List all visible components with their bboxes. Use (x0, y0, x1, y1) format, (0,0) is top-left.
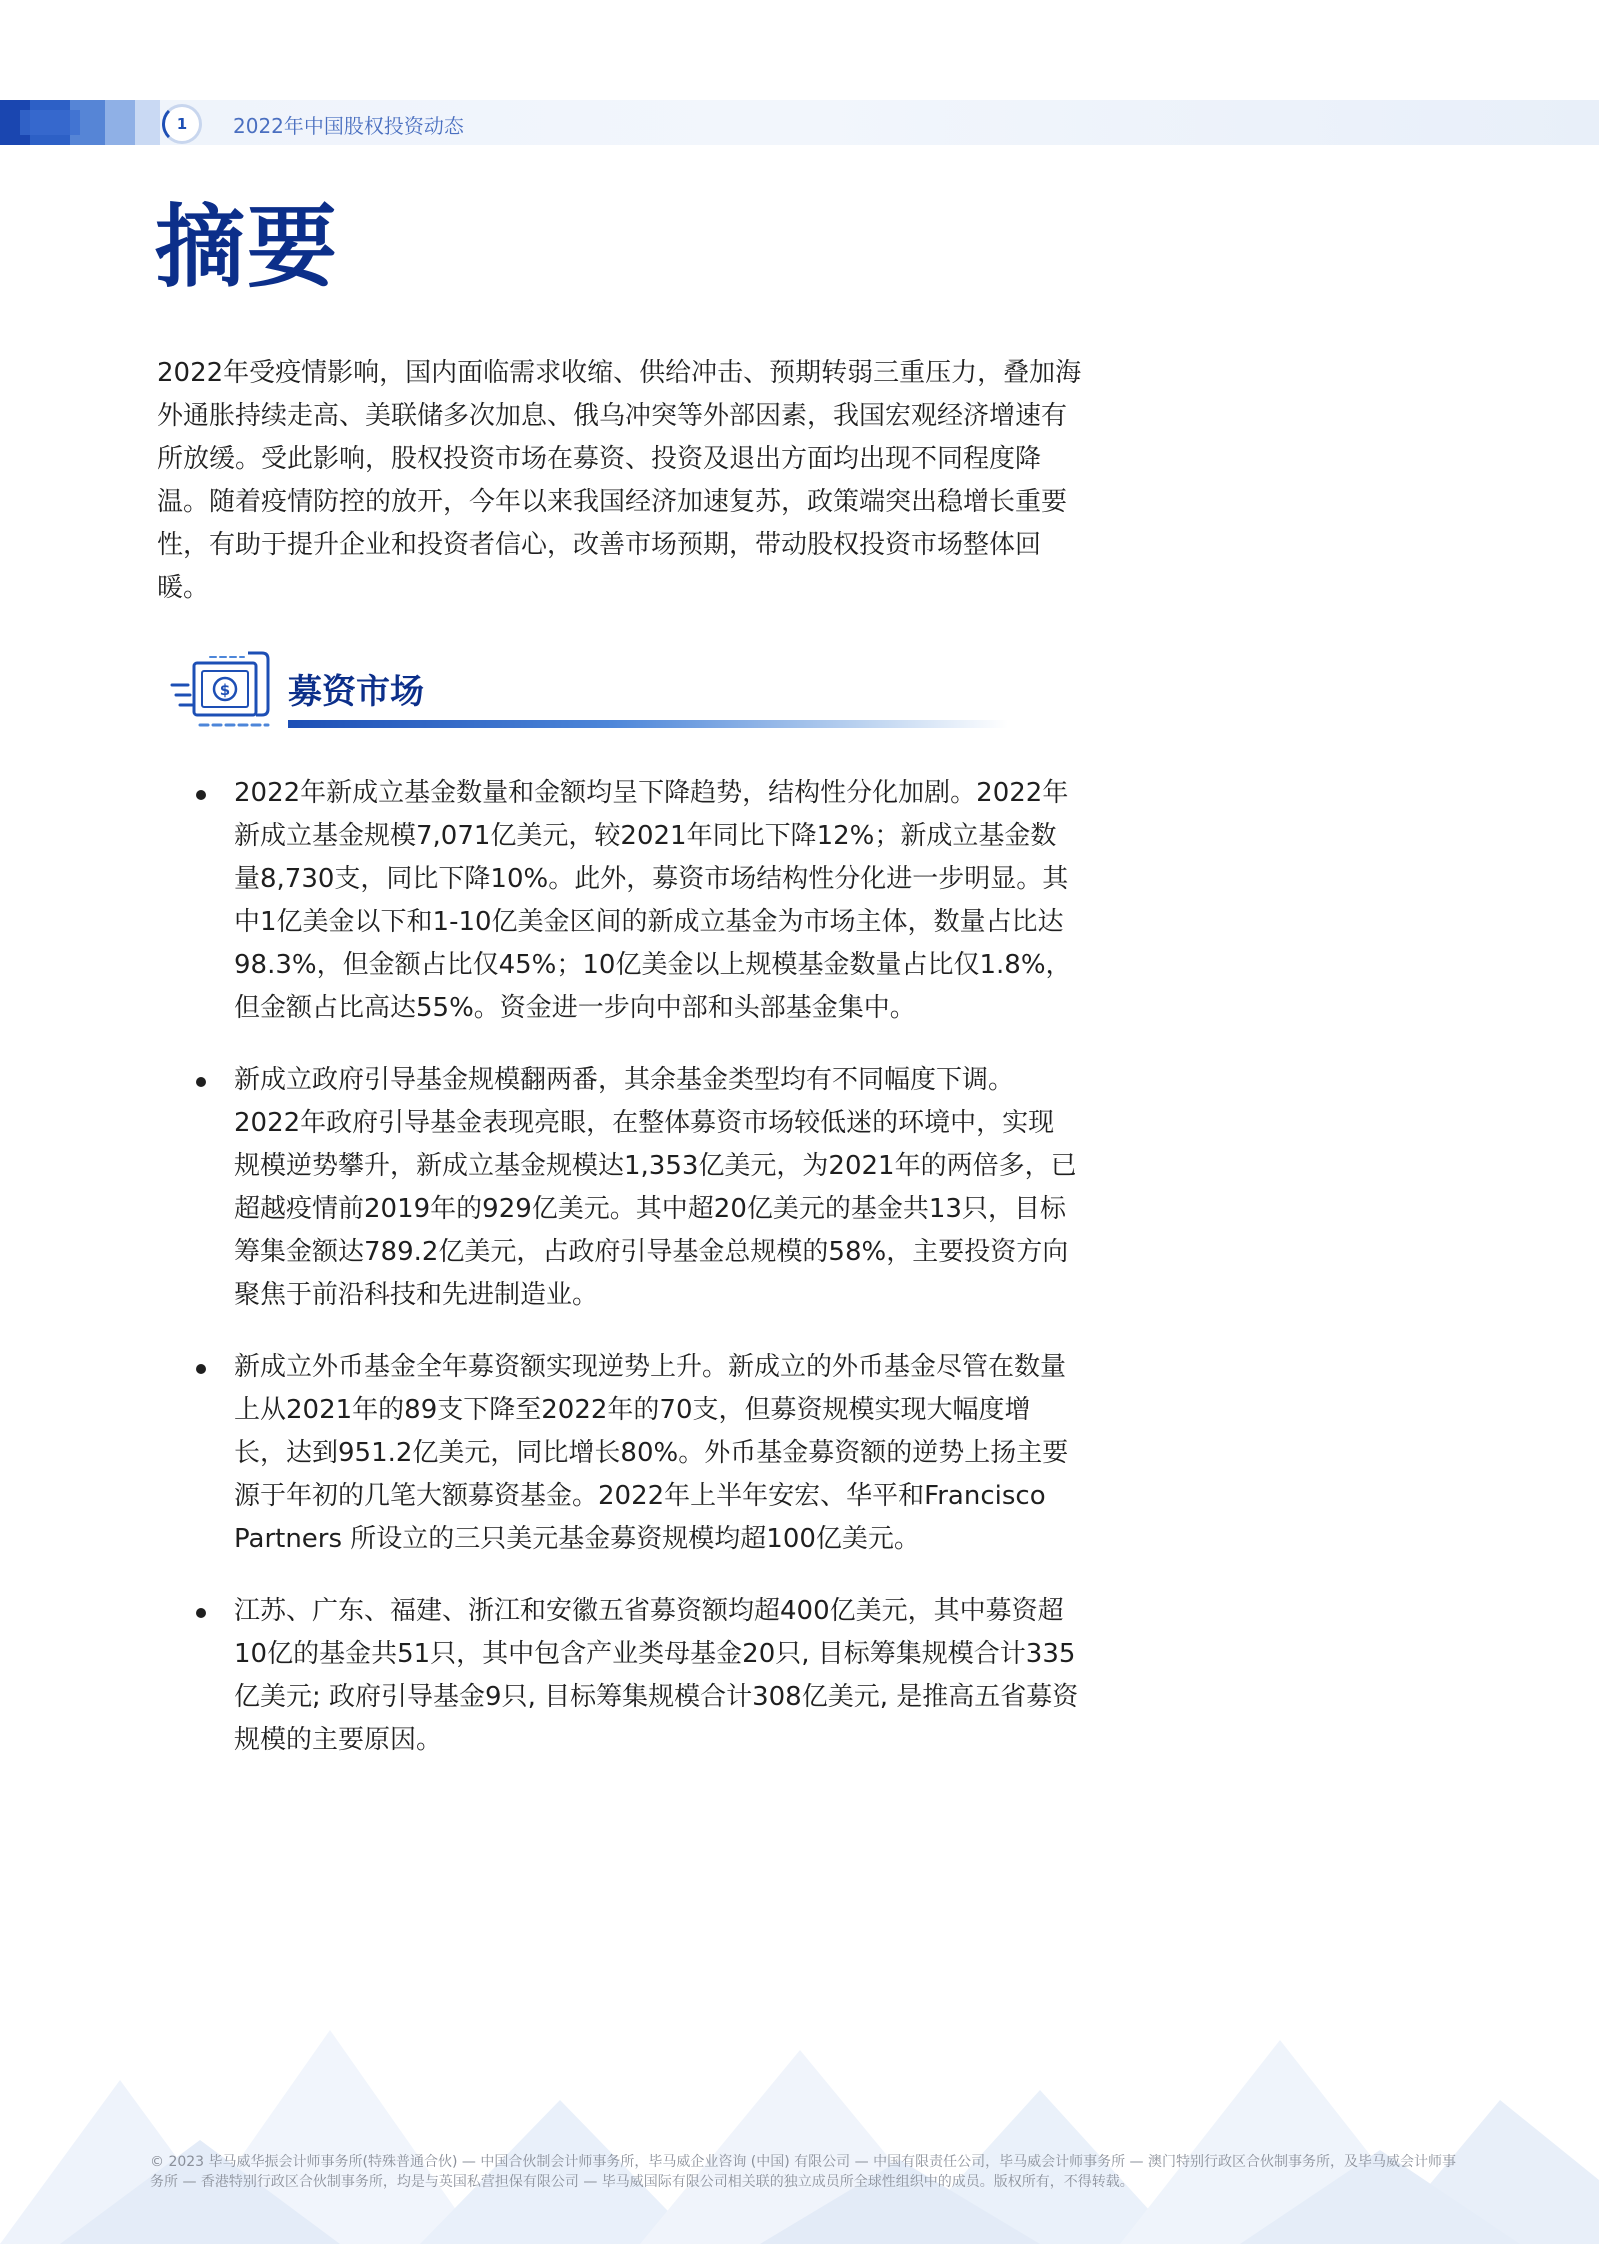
list-item: 新成立政府引导基金规模翻两番，其余基金类型均有不同幅度下调。2022年政府引导基金表现亮眼，在整体募资市场较低迷的环境中，实现规模逆势攀升，新成立基金规模达1,353亿美元，为2021年的两倍多，已超越疫情前2019年的929亿美元。其中超20亿美元的基金共13只，目标筹集金额达789.2亿美元，占政府引导基金总规模的58%，主要投资方向聚焦于前沿科技和先进制造业。 (196, 1059, 1080, 1317)
list-item: 新成立外币基金全年募资额实现逆势上升。新成立的外币基金尽管在数量上从2021年的89支下降至2022年的70支，但募资规模实现大幅度增长，达到951.2亿美元，同比增长80%。外币基金募资额的逆势上扬主要源于年初的几笔大额募资基金。2022年上半年安宏、华平和Francisco Partners 所设立的三只美元基金募资规模均超100亿美元。 (196, 1346, 1080, 1561)
money-bill-icon (170, 645, 274, 731)
section-title: 募资市场 (288, 672, 424, 712)
intro-paragraph: 2022年受疫情影响，国内面临需求收缩、供给冲击、预期转弱三重压力，叠加海外通胀持续走高、美联储多次加息、俄乌冲突等外部因素，我国宏观经济增速有所放缓。受此影响，股权投资市场在募资、投资及退出方面均出现不同程度降温。随着疫情防控的放开，今年以来我国经济加速复苏，政策端突出稳增长重要性，有助于提升企业和投资者信心，改善市场预期，带动股权投资市场整体回暖。 (157, 358, 1082, 603)
list-item: 江苏、广东、福建、浙江和安徽五省募资额均超400亿美元，其中募资超10亿的基金共51只，其中包含产业类母基金20只, 目标筹集规模合计335亿美元; 政府引导基金9只, 目标筹集规模合计308亿美元, 是推高五省募资规模的主要原因。 (196, 1590, 1080, 1762)
list-item: 2022年新成立基金数量和金额均呈下降趋势，结构性分化加剧。2022年新成立基金规模7,071亿美元，较2021年同比下降12%；新成立基金数量8,730支，同比下降10%。此外，募资市场结构性分化进一步明显。其中1亿美金以下和1-10亿美金区间的新成立基金为市场主体，数量占比达98.3%，但金额占比仅45%；10亿美金以上规模基金数量占比仅1.8%，但金额占比高达55%。资金进一步向中部和头部基金集中。 (196, 772, 1080, 1030)
bullet-list (196, 772, 1080, 1791)
svg-text:$: $ (219, 681, 231, 699)
header-decorative-bars (0, 100, 160, 145)
page-title: 摘要 (155, 195, 339, 300)
page-number-badge: 1 (162, 104, 202, 144)
footer-copyright: © 2023 毕马威华振会计师事务所(特殊普通合伙) — 中国合伙制会计师事务所，毕马威企业咨询 (中国) 有限公司 — 中国有限责任公司，毕马威会计师事务所 — 澳门特别行政区合伙制事务所，及毕马威会计师事务所 — 香港特别行政区合伙制事务所，均是与英国私营担保有限公司 — 毕马威国际有限公司相关联的独立成员所全球性组织中的成员。版权所有，不得转载。 (150, 2154, 1456, 2190)
header-title: 2022年中国股权投资动态 (233, 114, 464, 138)
section-divider (288, 720, 1008, 728)
